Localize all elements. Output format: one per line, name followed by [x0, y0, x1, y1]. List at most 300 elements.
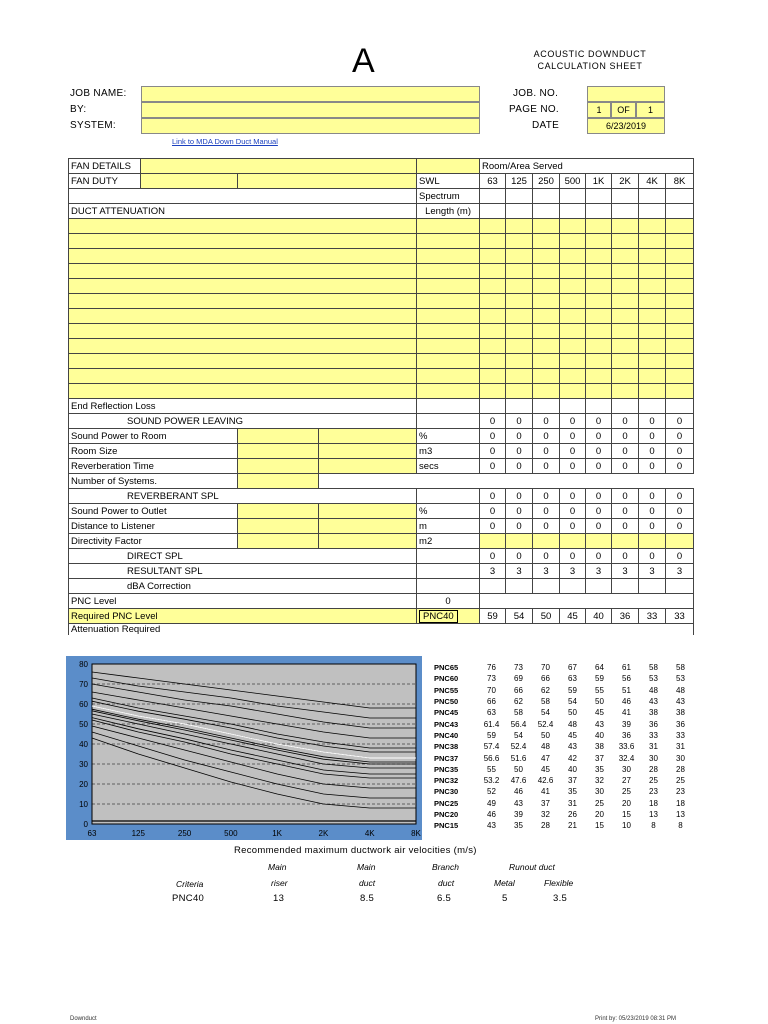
duct-band-field[interactable]: [639, 369, 666, 384]
duct-band-field[interactable]: [666, 369, 694, 384]
pnc-value: 59: [487, 730, 496, 740]
pnc-value: 41: [622, 708, 631, 718]
pnc-row-name: PNC60: [434, 674, 459, 684]
duct-band-field[interactable]: [480, 369, 506, 384]
pnc-value: 50: [595, 697, 604, 707]
directivity-cell[interactable]: [666, 534, 694, 549]
direct-spl-row: [69, 549, 694, 564]
y-tick-label: 10: [79, 800, 88, 809]
band-2k: 2K: [612, 174, 639, 189]
duct-band-field[interactable]: [666, 279, 694, 294]
duct-band-field[interactable]: [480, 264, 506, 279]
duct-band-field[interactable]: [612, 339, 639, 354]
duct-item-field[interactable]: [69, 279, 417, 294]
velocities-row-branch: 6.5: [437, 893, 452, 904]
duct-item-field[interactable]: [69, 324, 417, 339]
duct-band-field[interactable]: [612, 234, 639, 249]
band-value-cell: 0: [506, 519, 533, 534]
pnc-row-name: PNC55: [434, 685, 459, 695]
distance-to-listener-field-2[interactable]: [319, 519, 417, 534]
duct-band-field[interactable]: [586, 369, 612, 384]
duct-band-field[interactable]: [533, 309, 560, 324]
directivity-cell[interactable]: [612, 534, 639, 549]
band-value-cell: 0: [533, 549, 560, 564]
pnc-value: 25: [622, 787, 631, 797]
pnc-value: 46: [622, 697, 631, 707]
duct-band-field[interactable]: [480, 294, 506, 309]
duct-band-field[interactable]: [586, 354, 612, 369]
duct-length-field[interactable]: [417, 354, 480, 369]
duct-length-field[interactable]: [417, 294, 480, 309]
blank-cell: [586, 579, 612, 594]
band-value-cell: 0: [533, 519, 560, 534]
pnc-row: [430, 696, 694, 707]
blank-cell: [533, 399, 560, 414]
duct-band-field[interactable]: [480, 219, 506, 234]
duct-band-field[interactable]: [533, 234, 560, 249]
pnc-value: 54: [541, 708, 550, 718]
number-of-systems-field[interactable]: [238, 474, 319, 489]
pnc-level-value: 0: [417, 594, 480, 609]
velocities-main2: Main: [357, 862, 376, 872]
band-value-cell: 0: [480, 504, 506, 519]
duct-length-field[interactable]: [417, 384, 480, 399]
band-value-cell: 0: [533, 414, 560, 429]
duct-band-field[interactable]: [480, 234, 506, 249]
system-field[interactable]: [141, 118, 480, 134]
fan-duty-field-1[interactable]: [141, 174, 238, 189]
end-reflection-label: End Reflection Loss: [69, 399, 417, 414]
directivity-cell[interactable]: [480, 534, 506, 549]
duct-band-field[interactable]: [639, 339, 666, 354]
duct-band-field[interactable]: [506, 309, 533, 324]
required-pnc-value[interactable]: PNC40: [419, 610, 458, 623]
number-of-systems-label: Number of Systems.: [69, 474, 238, 489]
duct-band-field[interactable]: [506, 249, 533, 264]
pnc-value: 70: [487, 685, 496, 695]
duct-band-field[interactable]: [533, 219, 560, 234]
duct-band-field[interactable]: [666, 384, 694, 399]
duct-item-field[interactable]: [69, 249, 417, 264]
band-value-cell: 0: [533, 504, 560, 519]
date-field[interactable]: 6/23/2019: [587, 118, 665, 134]
directivity-cell[interactable]: [586, 534, 612, 549]
duct-item-field[interactable]: [69, 354, 417, 369]
duct-band-field[interactable]: [506, 219, 533, 234]
directivity-cell[interactable]: [506, 534, 533, 549]
duct-band-field[interactable]: [533, 279, 560, 294]
pnc-value: 55: [595, 685, 604, 695]
y-tick-label: 50: [79, 720, 88, 729]
pnc-value: 30: [649, 753, 658, 763]
duct-band-field[interactable]: [533, 264, 560, 279]
duct-band-field[interactable]: [480, 279, 506, 294]
pnc-value: 38: [595, 742, 604, 752]
duct-item-row: [69, 354, 694, 369]
duct-length-field[interactable]: [417, 324, 480, 339]
duct-band-field[interactable]: [533, 384, 560, 399]
pnc-value: 66: [514, 685, 523, 695]
duct-band-field[interactable]: [639, 219, 666, 234]
duct-band-field[interactable]: [586, 219, 612, 234]
pnc-row: [430, 764, 694, 775]
duct-item-field[interactable]: [69, 339, 417, 354]
duct-band-field[interactable]: [560, 354, 586, 369]
sound-power-to-outlet-label: Sound Power to Outlet: [69, 504, 238, 519]
duct-band-field[interactable]: [639, 234, 666, 249]
duct-band-field[interactable]: [506, 369, 533, 384]
duct-item-field[interactable]: [69, 234, 417, 249]
duct-band-field[interactable]: [560, 279, 586, 294]
pnc-value: 8: [651, 821, 656, 831]
duct-band-field[interactable]: [666, 219, 694, 234]
duct-length-field[interactable]: [417, 279, 480, 294]
calculation-table: [68, 158, 694, 635]
pnc-value: 37: [541, 798, 550, 808]
pnc-row-name: PNC43: [434, 719, 459, 729]
duct-band-field[interactable]: [533, 249, 560, 264]
duct-band-field[interactable]: [480, 324, 506, 339]
pnc-value: 58: [649, 663, 658, 673]
band-value-cell: 33: [639, 609, 666, 624]
required-pnc-select[interactable]: [417, 609, 480, 624]
pnc-value: 63: [568, 674, 577, 684]
duct-band-field[interactable]: [560, 309, 586, 324]
reverberation-time-field[interactable]: [238, 459, 319, 474]
duct-band-field[interactable]: [666, 234, 694, 249]
pnc-value: 43: [595, 719, 604, 729]
duct-item-field[interactable]: [69, 294, 417, 309]
distance-to-listener-row: [69, 519, 694, 534]
directivity-factor-field-2[interactable]: [319, 534, 417, 549]
job-no-field[interactable]: [587, 86, 665, 102]
duct-band-field[interactable]: [560, 324, 586, 339]
pnc-value: 28: [676, 764, 685, 774]
band-125: 125: [506, 174, 533, 189]
duct-length-field[interactable]: [417, 264, 480, 279]
band-63: 63: [480, 174, 506, 189]
duct-band-field[interactable]: [639, 249, 666, 264]
date-label: DATE: [532, 120, 560, 131]
direct-spl-label: DIRECT SPL: [69, 549, 417, 564]
duct-item-rows: [69, 219, 694, 399]
duct-band-field[interactable]: [666, 264, 694, 279]
pnc-value: 27: [622, 776, 631, 786]
duct-band-field[interactable]: [480, 249, 506, 264]
duct-length-field[interactable]: [417, 249, 480, 264]
pnc-value: 52.4: [537, 719, 554, 729]
duct-band-field[interactable]: [612, 294, 639, 309]
directivity-cell[interactable]: [639, 534, 666, 549]
pnc-value: 28: [541, 821, 550, 831]
reverberation-time-label: Reverberation Time: [69, 459, 238, 474]
blank-cell: [480, 579, 506, 594]
pnc-value: 23: [649, 787, 658, 797]
pnc-value: 50: [514, 764, 523, 774]
duct-band-field[interactable]: [560, 219, 586, 234]
duct-band-field[interactable]: [586, 279, 612, 294]
band-value-cell: 0: [586, 504, 612, 519]
band-value-cell: 0: [533, 444, 560, 459]
duct-band-field[interactable]: [639, 354, 666, 369]
band-value-cell: 0: [666, 504, 694, 519]
required-pnc-row: [69, 609, 694, 624]
band-value-cell: 0: [480, 414, 506, 429]
sound-power-leaving-row: [69, 414, 694, 429]
directivity-factor-field[interactable]: [238, 534, 319, 549]
duct-band-field[interactable]: [506, 324, 533, 339]
duct-band-field[interactable]: [560, 339, 586, 354]
duct-band-field[interactable]: [533, 324, 560, 339]
band-value-cell: 0: [666, 429, 694, 444]
duct-band-field[interactable]: [612, 384, 639, 399]
page-total-field[interactable]: 1: [636, 102, 665, 118]
job-name-field[interactable]: [141, 86, 480, 102]
duct-band-field[interactable]: [639, 264, 666, 279]
fan-duty-field-2[interactable]: [238, 174, 417, 189]
pnc-value: 54: [514, 730, 523, 740]
band-value-cell: 3: [480, 564, 506, 579]
pnc-chart-frame: [66, 656, 422, 840]
duct-band-field[interactable]: [586, 339, 612, 354]
sound-power-to-room-field-2[interactable]: [319, 429, 417, 444]
band-value-cell: 0: [560, 414, 586, 429]
pnc-value: 46: [514, 787, 523, 797]
duct-length-field[interactable]: [417, 219, 480, 234]
duct-item-row: [69, 249, 694, 264]
pnc-value: 33: [676, 730, 685, 740]
directivity-cell[interactable]: [533, 534, 560, 549]
duct-band-field[interactable]: [586, 234, 612, 249]
spectrum-cell: [639, 189, 666, 204]
duct-band-field[interactable]: [506, 294, 533, 309]
sound-power-to-outlet-row: [69, 504, 694, 519]
velocities-duct1: duct: [359, 878, 376, 888]
duct-band-field[interactable]: [666, 249, 694, 264]
y-tick-label: 80: [79, 660, 88, 669]
blank-cell: [417, 579, 480, 594]
band-value-cell: 3: [612, 564, 639, 579]
duct-item-row: [69, 264, 694, 279]
duct-band-field[interactable]: [506, 354, 533, 369]
band-value-cell: 0: [480, 489, 506, 504]
fan-details-field[interactable]: [141, 159, 417, 174]
velocities-riser: riser: [271, 878, 288, 888]
distance-to-listener-label: Distance to Listener: [69, 519, 238, 534]
duct-band-field[interactable]: [666, 339, 694, 354]
pnc-row-name: PNC50: [434, 697, 459, 707]
duct-band-field[interactable]: [639, 384, 666, 399]
sheet-letter: A: [352, 42, 375, 80]
pnc-value: 32.4: [618, 753, 635, 763]
att-cell: [612, 204, 639, 219]
duct-length-field[interactable]: [417, 369, 480, 384]
room-size-field-2[interactable]: [319, 444, 417, 459]
pnc-value: 36: [649, 719, 658, 729]
x-tick-label: 500: [224, 829, 238, 838]
footer-right: Print by: 05/23/2019 08:31 PM: [595, 1016, 677, 1022]
pnc-value: 30: [676, 753, 685, 763]
system-label: SYSTEM:: [70, 120, 116, 131]
duct-item-row: [69, 309, 694, 324]
spectrum-row: [69, 189, 694, 204]
duct-item-field[interactable]: [69, 384, 417, 399]
spectrum-cell: [666, 189, 694, 204]
duct-band-field[interactable]: [533, 369, 560, 384]
duct-band-field[interactable]: [612, 249, 639, 264]
band-value-cell: 0: [666, 444, 694, 459]
distance-to-listener-field[interactable]: [238, 519, 319, 534]
pnc-value: 63: [487, 708, 496, 718]
pnc-value: 43: [649, 697, 658, 707]
duct-band-field[interactable]: [666, 309, 694, 324]
pnc-reference-grid: [430, 662, 694, 831]
duct-band-field[interactable]: [533, 354, 560, 369]
duct-band-field[interactable]: [612, 309, 639, 324]
duct-band-field[interactable]: [586, 309, 612, 324]
spectrum-cell: [586, 189, 612, 204]
velocities-criteria: Criteria: [176, 879, 204, 889]
duct-band-field[interactable]: [586, 264, 612, 279]
band-value-cell: 0: [666, 549, 694, 564]
duct-band-field[interactable]: [612, 354, 639, 369]
blank-cell: [639, 579, 666, 594]
pnc-value: 61: [622, 663, 631, 673]
duct-band-field[interactable]: [506, 279, 533, 294]
band-value-cell: 0: [666, 519, 694, 534]
pnc-value: 66: [541, 674, 550, 684]
pnc-value: 31: [649, 742, 658, 752]
pnc-value: 23: [676, 787, 685, 797]
y-tick-label: 30: [79, 760, 88, 769]
band-value-cell: 0: [480, 549, 506, 564]
pnc-value: 39: [514, 810, 523, 819]
pnc-value: 21: [568, 821, 577, 831]
velocities-metal: Metal: [494, 878, 515, 888]
duct-band-field[interactable]: [506, 339, 533, 354]
pnc-row-name: PNC38: [434, 742, 459, 752]
duct-band-field[interactable]: [612, 264, 639, 279]
duct-band-field[interactable]: [480, 339, 506, 354]
sound-power-to-room-label: Sound Power to Room: [69, 429, 238, 444]
duct-band-field[interactable]: [506, 264, 533, 279]
duct-band-field[interactable]: [506, 384, 533, 399]
secs-unit: secs: [417, 459, 480, 474]
sound-power-to-outlet-field-2[interactable]: [319, 504, 417, 519]
duct-band-field[interactable]: [506, 234, 533, 249]
band-value-cell: 0: [506, 429, 533, 444]
x-tick-label: 1K: [272, 829, 283, 838]
room-size-field[interactable]: [238, 444, 319, 459]
fan-details-field-2[interactable]: [417, 159, 480, 174]
att-cell: [533, 204, 560, 219]
band-value-cell: 0: [586, 459, 612, 474]
pnc-row: [430, 662, 694, 673]
pnc-value: 43: [568, 742, 577, 752]
sound-power-to-outlet-field[interactable]: [238, 504, 319, 519]
duct-band-field[interactable]: [639, 279, 666, 294]
duct-band-field[interactable]: [560, 249, 586, 264]
duct-band-field[interactable]: [533, 339, 560, 354]
duct-band-field[interactable]: [480, 309, 506, 324]
band-value-cell: 0: [639, 504, 666, 519]
pnc-value: 15: [595, 821, 604, 831]
duct-band-field[interactable]: [639, 309, 666, 324]
pnc-value: 31: [568, 798, 577, 808]
directivity-factor-row: [69, 534, 694, 549]
duct-length-field[interactable]: [417, 234, 480, 249]
spectrum-cell: [560, 189, 586, 204]
duct-item-field[interactable]: [69, 219, 417, 234]
duct-band-field[interactable]: [586, 324, 612, 339]
duct-item-field[interactable]: [69, 264, 417, 279]
pnc-value: 56.6: [483, 753, 500, 763]
duct-band-field[interactable]: [560, 369, 586, 384]
sound-power-leaving-label: SOUND POWER LEAVING: [69, 414, 417, 429]
duct-band-field[interactable]: [586, 384, 612, 399]
duct-band-field[interactable]: [612, 219, 639, 234]
band-value-cell: 0: [586, 414, 612, 429]
reverberation-time-field-2[interactable]: [319, 459, 417, 474]
manual-link[interactable]: Link to MDA Down Duct Manual: [172, 137, 278, 146]
duct-band-field[interactable]: [666, 294, 694, 309]
page-no-field[interactable]: 1: [587, 102, 611, 118]
duct-band-field[interactable]: [533, 294, 560, 309]
band-value-cell: 0: [480, 429, 506, 444]
band-value-cell: 0: [506, 414, 533, 429]
band-value-cell: 0: [612, 504, 639, 519]
duct-item-row: [69, 339, 694, 354]
duct-band-field[interactable]: [560, 294, 586, 309]
duct-band-field[interactable]: [639, 294, 666, 309]
band-value-cell: 0: [506, 459, 533, 474]
spectrum-cell: [480, 189, 506, 204]
band-value-cell: 33: [666, 609, 694, 624]
duct-band-field[interactable]: [612, 324, 639, 339]
duct-band-field[interactable]: [666, 324, 694, 339]
duct-band-field[interactable]: [560, 384, 586, 399]
duct-band-field[interactable]: [586, 294, 612, 309]
duct-band-field[interactable]: [666, 354, 694, 369]
duct-length-field[interactable]: [417, 309, 480, 324]
sound-power-to-room-field[interactable]: [238, 429, 319, 444]
pnc-value: 47.6: [510, 776, 527, 786]
job-no-label: JOB. NO.: [513, 88, 559, 99]
duct-band-field[interactable]: [560, 264, 586, 279]
duct-band-field[interactable]: [480, 384, 506, 399]
band-value-cell: 3: [639, 564, 666, 579]
duct-band-field[interactable]: [639, 324, 666, 339]
duct-item-field[interactable]: [69, 309, 417, 324]
velocities-flexible: Flexible: [544, 878, 574, 888]
duct-band-field[interactable]: [480, 354, 506, 369]
duct-band-field[interactable]: [560, 234, 586, 249]
band-value-cell: 0: [586, 519, 612, 534]
duct-band-field[interactable]: [612, 369, 639, 384]
sound-power-to-room-row: [69, 429, 694, 444]
duct-item-field[interactable]: [69, 369, 417, 384]
by-field[interactable]: [141, 102, 480, 118]
duct-item-row: [69, 234, 694, 249]
pnc-value: 18: [649, 798, 658, 808]
duct-length-field[interactable]: [417, 339, 480, 354]
duct-band-field[interactable]: [586, 249, 612, 264]
band-value-cell: 0: [560, 429, 586, 444]
duct-band-field[interactable]: [612, 279, 639, 294]
pnc-row: [430, 820, 694, 831]
directivity-cell[interactable]: [560, 534, 586, 549]
pnc-value: 56: [622, 674, 631, 684]
